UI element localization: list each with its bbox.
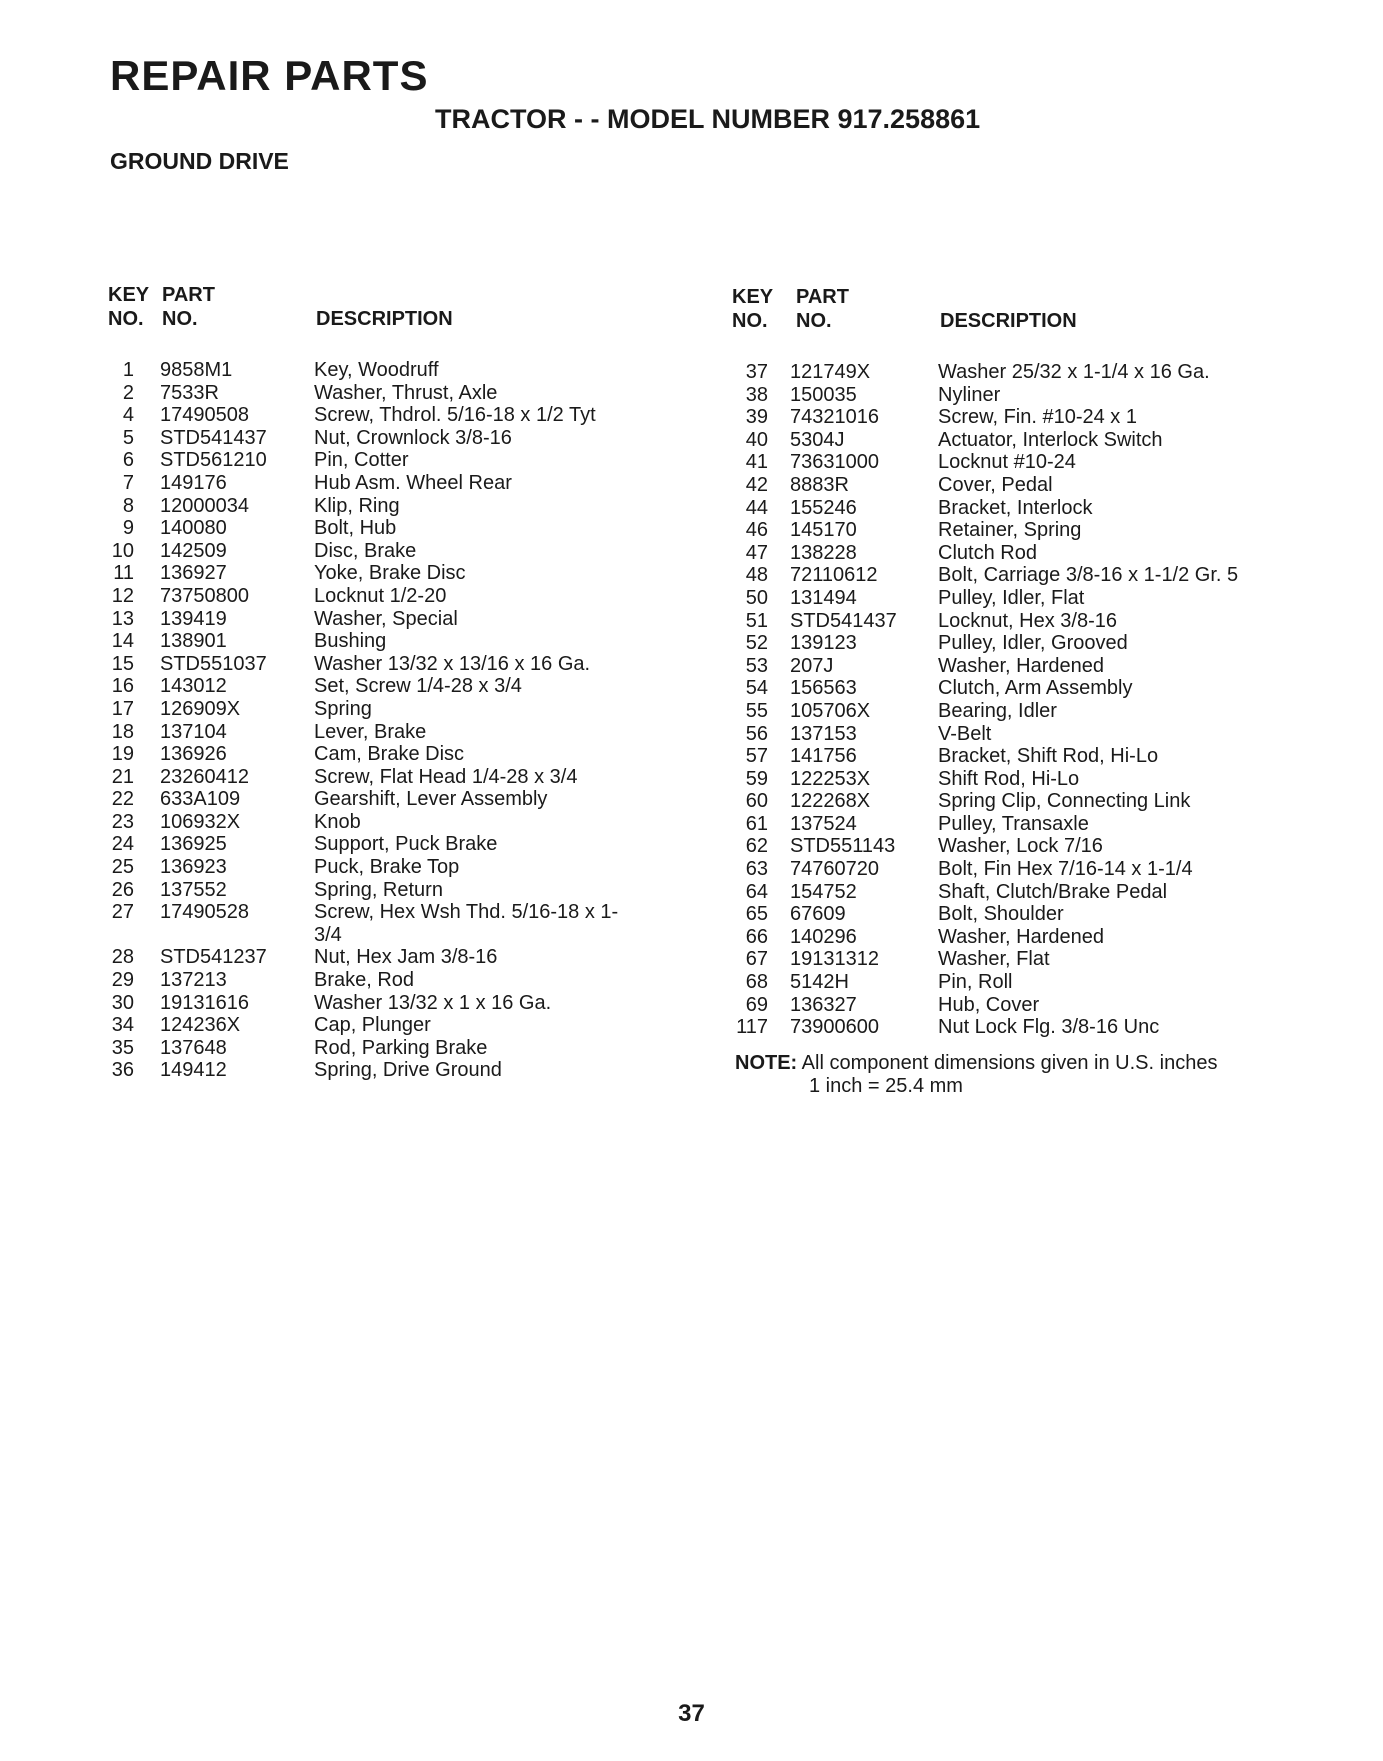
part-description: Hub, Cover bbox=[938, 993, 1040, 1016]
model-subtitle: TRACTOR - - MODEL NUMBER 917.258861 bbox=[435, 104, 981, 134]
part-description: Cap, Plunger bbox=[314, 1014, 431, 1037]
key-number: 2 bbox=[122, 381, 134, 404]
part-number: STD561210 bbox=[160, 449, 267, 472]
part-description: Washer 13/32 x 13/16 x 16 Ga. bbox=[314, 652, 591, 675]
key-number: 63 bbox=[745, 858, 768, 881]
key-number: 18 bbox=[111, 720, 134, 743]
key-number: 42 bbox=[745, 473, 768, 496]
part-number: 17490528 bbox=[160, 901, 249, 924]
part-no-header: PART NO. bbox=[796, 286, 849, 332]
key-number: 52 bbox=[745, 632, 768, 655]
part-number: 137104 bbox=[160, 720, 227, 743]
part-number: 8883R bbox=[790, 473, 849, 496]
dimension-note bbox=[735, 1052, 1217, 1098]
part-description: Actuator, Interlock Switch bbox=[938, 428, 1163, 451]
part-description: Locknut #10-24 bbox=[938, 451, 1076, 474]
part-description: Brake, Rod bbox=[314, 969, 415, 992]
part-no-header: PART NO. bbox=[162, 284, 215, 330]
key-number: 36 bbox=[111, 1059, 134, 1082]
part-description: Klip, Ring bbox=[314, 494, 400, 517]
part-number: 633A109 bbox=[160, 788, 241, 811]
key-number: 65 bbox=[745, 903, 768, 926]
part-description: Washer, Special bbox=[314, 607, 458, 630]
key-number: 61 bbox=[745, 812, 768, 835]
part-description: Puck, Brake Top bbox=[314, 856, 460, 879]
part-number: 105706X bbox=[790, 699, 871, 722]
key-number: 48 bbox=[745, 564, 768, 587]
part-number: 19131312 bbox=[790, 948, 879, 971]
part-description: Disc, Brake bbox=[314, 539, 417, 562]
part-description: Washer, Hardened bbox=[938, 654, 1105, 677]
key-number: 27 bbox=[111, 901, 134, 924]
key-number: 34 bbox=[111, 1014, 134, 1037]
key-number: 44 bbox=[745, 496, 768, 519]
part-description: Shift Rod, Hi-Lo bbox=[938, 767, 1080, 790]
key-number: 66 bbox=[745, 925, 768, 948]
part-number: 7533R bbox=[160, 381, 219, 404]
page-title: REPAIR PARTS bbox=[110, 52, 429, 99]
part-number: 136925 bbox=[160, 833, 227, 856]
part-description: Washer, Thrust, Axle bbox=[314, 381, 498, 404]
part-description: Locknut, Hex 3/8-16 bbox=[938, 609, 1117, 632]
page-number: 37 bbox=[678, 1700, 705, 1727]
part-number: 139123 bbox=[790, 632, 857, 655]
part-description: Knob bbox=[314, 810, 361, 833]
part-number: 73750800 bbox=[160, 584, 249, 607]
key-number: 25 bbox=[111, 856, 134, 879]
part-number: 23260412 bbox=[160, 765, 249, 788]
key-number: 7 bbox=[122, 471, 134, 494]
key-number: 68 bbox=[745, 971, 768, 994]
part-number: 12000034 bbox=[160, 494, 249, 517]
part-description: Clutch Rod bbox=[938, 541, 1037, 564]
key-number: 1 bbox=[122, 359, 134, 381]
key-number: 9 bbox=[122, 517, 134, 540]
key-number: 50 bbox=[745, 586, 768, 609]
part-description: Nyliner bbox=[938, 383, 1001, 406]
part-description: Pulley, Transaxle bbox=[938, 812, 1089, 835]
part-number: 73900600 bbox=[790, 1016, 879, 1039]
part-description: Rod, Parking Brake bbox=[314, 1036, 488, 1059]
part-number: 137552 bbox=[160, 878, 227, 901]
part-number: 106932X bbox=[160, 810, 241, 833]
key-number: 47 bbox=[745, 541, 768, 564]
part-description: Screw, Hex Wsh Thd. 5/16-18 x 1- bbox=[314, 901, 619, 924]
part-description: Hub Asm. Wheel Rear bbox=[314, 471, 512, 494]
part-number: 149412 bbox=[160, 1059, 227, 1082]
part-description: V-Belt bbox=[938, 722, 992, 745]
key-number: 10 bbox=[111, 539, 134, 562]
part-number: 136923 bbox=[160, 856, 227, 879]
part-number: 137524 bbox=[790, 812, 857, 835]
section-heading: GROUND DRIVE bbox=[110, 148, 289, 174]
note-label: NOTE: bbox=[735, 1052, 798, 1074]
key-number: 57 bbox=[745, 745, 768, 768]
key-number: 28 bbox=[111, 946, 134, 969]
part-description: Bolt, Fin Hex 7/16-14 x 1-1/4 bbox=[938, 858, 1193, 881]
part-description: Screw, Thdrol. 5/16-18 x 1/2 Tyt bbox=[314, 404, 596, 427]
part-number: 72110612 bbox=[790, 564, 878, 587]
part-description: Spring Clip, Connecting Link bbox=[938, 790, 1191, 813]
part-number: STD551037 bbox=[160, 652, 267, 675]
part-number: 17490508 bbox=[160, 404, 249, 427]
part-description: Cam, Brake Disc bbox=[314, 743, 465, 766]
key-number: 16 bbox=[111, 675, 134, 698]
part-description: Locknut 1/2-20 bbox=[314, 584, 447, 607]
part-number: 138228 bbox=[790, 541, 857, 564]
part-number: 154752 bbox=[790, 880, 857, 903]
part-number: 124236X bbox=[160, 1014, 241, 1037]
key-number: 37 bbox=[745, 361, 768, 383]
part-number: 136927 bbox=[160, 562, 227, 585]
part-description: Bolt, Shoulder bbox=[938, 903, 1064, 926]
key-number: 38 bbox=[745, 383, 768, 406]
part-description: Pin, Roll bbox=[938, 971, 1013, 994]
part-description: Washer, Hardened bbox=[938, 925, 1105, 948]
key-number: 8 bbox=[122, 494, 134, 517]
part-number: 137213 bbox=[160, 969, 227, 992]
part-description: Bearing, Idler bbox=[938, 699, 1057, 722]
part-description: Key, Woodruff bbox=[314, 359, 439, 381]
part-number: 19131616 bbox=[160, 991, 249, 1014]
part-description: Support, Puck Brake bbox=[314, 833, 498, 856]
key-number: 67 bbox=[745, 948, 768, 971]
key-number: 13 bbox=[111, 607, 134, 630]
key-number: 39 bbox=[745, 406, 768, 429]
part-description: Clutch, Arm Assembly bbox=[938, 677, 1133, 700]
part-number: 137648 bbox=[160, 1036, 227, 1059]
part-number: 149176 bbox=[160, 471, 227, 494]
part-description: Bolt, Carriage 3/8-16 x 1-1/2 Gr. 5 bbox=[938, 564, 1239, 587]
part-number: 136327 bbox=[790, 993, 857, 1016]
key-number: 4 bbox=[122, 404, 134, 427]
key-number: 69 bbox=[745, 993, 768, 1016]
key-number: 6 bbox=[122, 449, 134, 472]
part-description: Set, Screw 1/4-28 x 3/4 bbox=[314, 675, 522, 698]
key-number: 23 bbox=[111, 810, 134, 833]
key-no-header: KEY NO. bbox=[108, 284, 150, 330]
key-number: 53 bbox=[745, 654, 768, 677]
part-description: Lever, Brake bbox=[314, 720, 427, 743]
key-number: 51 bbox=[745, 609, 768, 632]
part-description: Gearshift, Lever Assembly bbox=[314, 788, 548, 811]
key-no-header: KEY NO. bbox=[732, 286, 774, 332]
part-number: 143012 bbox=[160, 675, 227, 698]
part-description: Pulley, Idler, Grooved bbox=[938, 632, 1128, 655]
part-number: 155246 bbox=[790, 496, 857, 519]
key-number: 46 bbox=[745, 519, 768, 542]
part-number: 142509 bbox=[160, 539, 227, 562]
part-description: Shaft, Clutch/Brake Pedal bbox=[938, 880, 1168, 903]
part-description: Retainer, Spring bbox=[938, 519, 1082, 542]
part-description: Spring bbox=[314, 697, 372, 720]
part-description: Screw, Flat Head 1/4-28 x 3/4 bbox=[314, 765, 578, 788]
key-number: 5 bbox=[122, 426, 134, 449]
part-number: STD541437 bbox=[790, 609, 897, 632]
key-number: 40 bbox=[745, 428, 768, 451]
part-description: Pulley, Idler, Flat bbox=[938, 586, 1085, 609]
part-description: Bushing bbox=[314, 630, 387, 653]
part-description: Washer, Flat bbox=[938, 948, 1050, 971]
part-description: Bracket, Shift Rod, Hi-Lo bbox=[938, 745, 1159, 768]
description-header: DESCRIPTION bbox=[316, 308, 453, 330]
part-number: 140296 bbox=[790, 925, 857, 948]
note-text: All component dimensions given in U.S. inches bbox=[801, 1052, 1218, 1074]
part-description: Bolt, Hub bbox=[314, 517, 397, 540]
part-description: Nut, Hex Jam 3/8-16 bbox=[314, 946, 498, 969]
part-number: 74760720 bbox=[790, 858, 879, 881]
part-number: 122268X bbox=[790, 790, 871, 813]
key-number: 60 bbox=[745, 790, 768, 813]
key-number: 35 bbox=[111, 1036, 134, 1059]
part-description: Washer, Lock 7/16 bbox=[938, 835, 1103, 858]
part-number: 139419 bbox=[160, 607, 227, 630]
part-number: 121749X bbox=[790, 361, 871, 383]
part-number: 73631000 bbox=[790, 451, 879, 474]
part-number: 122253X bbox=[790, 767, 871, 790]
part-number: 156563 bbox=[790, 677, 857, 700]
part-number: 145170 bbox=[790, 519, 857, 542]
key-number: 14 bbox=[111, 630, 134, 653]
key-number: 41 bbox=[745, 451, 768, 474]
part-number: STD551143 bbox=[790, 835, 896, 858]
part-number: 5142H bbox=[790, 971, 849, 994]
key-number: 24 bbox=[111, 833, 134, 856]
part-number: 136926 bbox=[160, 743, 227, 766]
key-number: 22 bbox=[111, 788, 134, 811]
part-number: STD541237 bbox=[160, 946, 267, 969]
part-description: Nut, Crownlock 3/8-16 bbox=[314, 426, 512, 449]
part-description: Washer 25/32 x 1-1/4 x 16 Ga. bbox=[938, 361, 1210, 383]
part-number: 141756 bbox=[790, 745, 857, 768]
key-number: 21 bbox=[111, 765, 134, 788]
key-number: 62 bbox=[745, 835, 768, 858]
key-number: 54 bbox=[745, 677, 768, 700]
part-number: 140080 bbox=[160, 517, 227, 540]
part-number: 138901 bbox=[160, 630, 227, 653]
part-number: 137153 bbox=[790, 722, 857, 745]
part-description: Bracket, Interlock bbox=[938, 496, 1093, 519]
key-number: 29 bbox=[111, 969, 134, 992]
part-number: 74321016 bbox=[790, 406, 879, 429]
part-description: Yoke, Brake Disc bbox=[314, 562, 466, 585]
part-number: 5304J bbox=[790, 428, 845, 451]
part-number: 150035 bbox=[790, 383, 857, 406]
part-number: 207J bbox=[790, 654, 834, 677]
part-description: Pin, Cotter bbox=[314, 449, 409, 472]
part-description: Screw, Fin. #10-24 x 1 bbox=[938, 406, 1137, 429]
part-description: Spring, Return bbox=[314, 878, 443, 901]
key-number: 59 bbox=[745, 767, 768, 790]
key-number: 11 bbox=[113, 562, 134, 585]
part-number: 126909X bbox=[160, 697, 241, 720]
part-description: Nut Lock Flg. 3/8-16 Unc bbox=[938, 1016, 1160, 1039]
part-description: 3/4 bbox=[314, 923, 342, 946]
part-number: 67609 bbox=[790, 903, 846, 926]
key-number: 19 bbox=[111, 743, 134, 766]
note-conversion: 1 inch = 25.4 mm bbox=[809, 1075, 963, 1097]
key-number: 56 bbox=[745, 722, 768, 745]
description-header: DESCRIPTION bbox=[940, 310, 1077, 332]
part-description: Washer 13/32 x 1 x 16 Ga. bbox=[314, 991, 552, 1014]
part-description: Spring, Drive Ground bbox=[314, 1059, 502, 1082]
key-number: 55 bbox=[745, 699, 768, 722]
part-number: 9858M1 bbox=[160, 359, 233, 381]
key-number: 64 bbox=[745, 880, 768, 903]
key-number: 117 bbox=[736, 1016, 768, 1039]
key-number: 17 bbox=[111, 697, 134, 720]
key-number: 30 bbox=[111, 991, 134, 1014]
key-number: 26 bbox=[111, 878, 134, 901]
part-number: STD541437 bbox=[160, 426, 267, 449]
key-number: 15 bbox=[111, 652, 134, 675]
part-description: Cover, Pedal bbox=[938, 473, 1053, 496]
part-number: 131494 bbox=[790, 586, 857, 609]
key-number: 12 bbox=[111, 584, 134, 607]
